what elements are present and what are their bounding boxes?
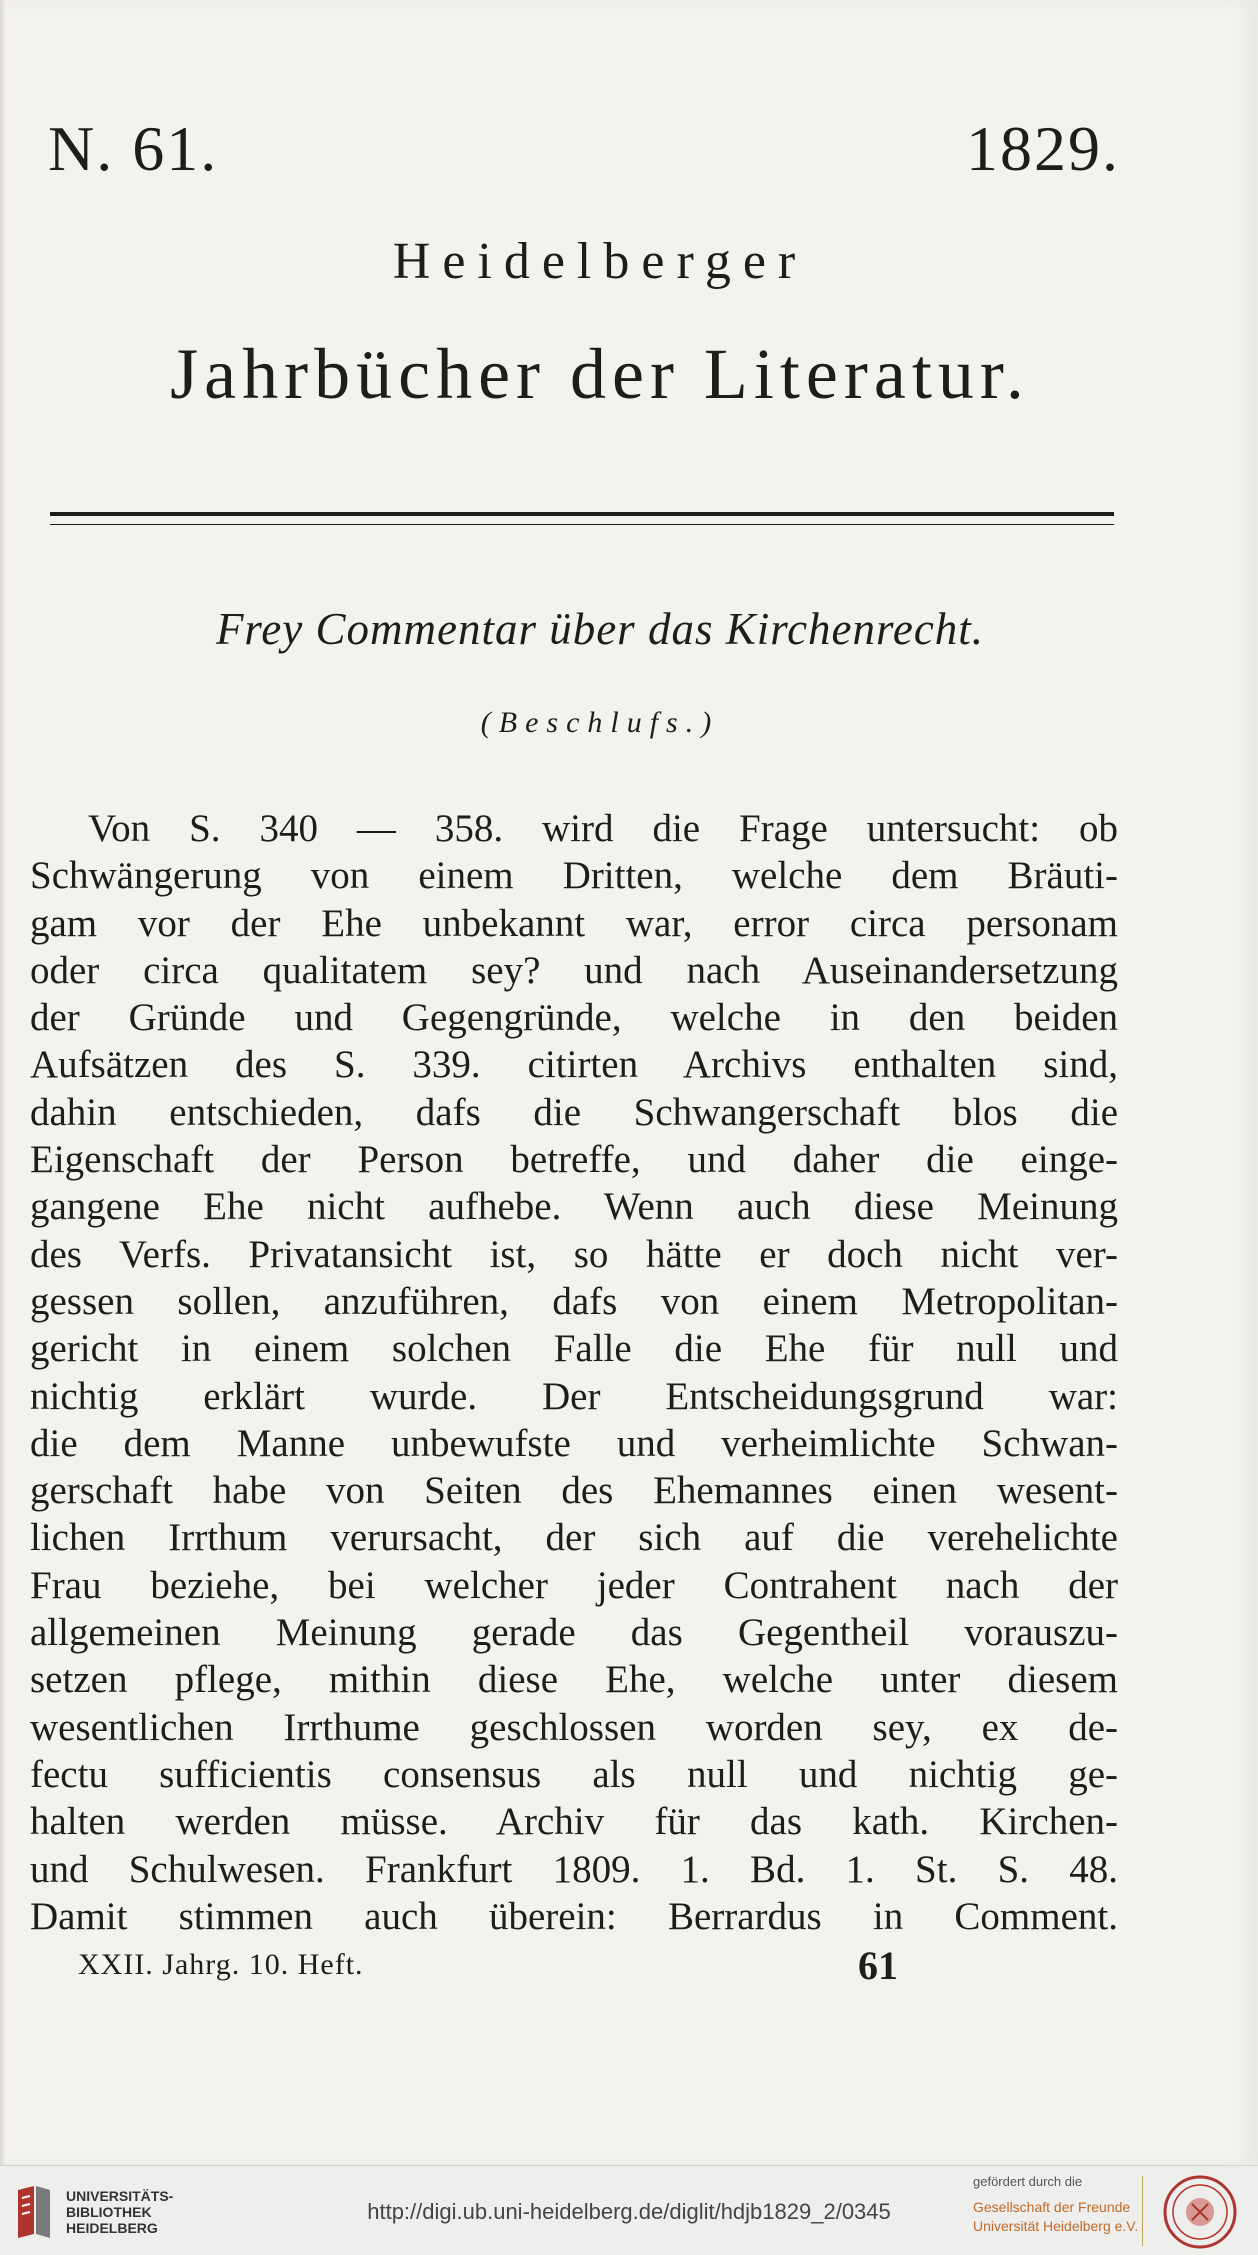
- sponsor-name[interactable]: [973, 2198, 1138, 2236]
- body-line: oder circa qualitatem sey? und nach Auseinandersetzung: [30, 948, 1118, 992]
- signature-mark: XXII. Jahrg. 10. Heft.: [78, 1948, 364, 1981]
- article-title: Frey Commentar über das Kirchenrecht.: [215, 604, 985, 654]
- sponsor-line: Gesellschaft der Freunde: [973, 2199, 1131, 2215]
- library-name-line: HEIDELBERG: [66, 2220, 158, 2236]
- permalink-url[interactable]: http://digi.ub.uni-heidelberg.de/diglit/hdjb1829_2/0345: [367, 2199, 891, 2224]
- body-line: nichtig erklärt wurde. Der Entscheidungsgrund war:: [30, 1374, 1118, 1418]
- body-line: wesentlichen Irrthume geschlossen worden sey, ex de-: [30, 1705, 1118, 1749]
- viewer-footer-bar: [0, 2165, 1258, 2255]
- body-line: Aufsätzen des S. 339. citirten Archivs enthalten sind,: [30, 1043, 1118, 1087]
- body-line: dahin entschieden, dafs die Schwangerschaft blos die: [30, 1090, 1118, 1134]
- issue-year: 1829.: [966, 113, 1120, 184]
- body-line: allgemeinen Meinung gerade das Gegentheil vorauszu-: [30, 1611, 1118, 1655]
- body-line: der Gründe und Gegengründe, welche in den beiden: [30, 996, 1118, 1040]
- sponsor-intro: gefördert durch die: [973, 2174, 1083, 2189]
- journal-subtitle: Heidelberger: [392, 233, 808, 290]
- header-rule-thick: [50, 512, 1114, 516]
- body-line: gessen sollen, anzuführen, dafs von einem Metropolitan-: [30, 1279, 1118, 1323]
- body-line: und Schulwesen. Frankfurt 1809. 1. Bd. 1. St. S. 48.: [30, 1847, 1118, 1891]
- header-rule-thin: [50, 524, 1114, 525]
- issue-number: N. 61.: [48, 113, 219, 184]
- page-fold-shadow: [0, 0, 6, 2165]
- library-name-line: UNIVERSITÄTS-: [66, 2188, 174, 2204]
- body-line: Damit stimmen auch überein: Berrardus in Comment.: [30, 1894, 1118, 1938]
- body-line: gerschaft habe von Seiten des Ehemannes einen wesent-: [30, 1469, 1118, 1513]
- sheet-number: 61: [858, 1943, 898, 1988]
- body-line: die dem Manne unbewufste und verheimlichte Schwan-: [30, 1421, 1118, 1465]
- body-line: Schwängerung von einem Dritten, welche dem Bräuti-: [30, 854, 1118, 898]
- body-line: Eigenschaft der Person betreffe, und daher die einge-: [30, 1138, 1118, 1182]
- continuation-note: (Beschlufs.): [480, 706, 720, 739]
- journal-title: Jahrbücher der Literatur.: [170, 334, 1030, 414]
- sponsor-divider: [1142, 2176, 1143, 2246]
- body-line: gericht in einem solchen Falle die Ehe für null und: [30, 1327, 1118, 1371]
- body-line: setzen pflege, mithin diese Ehe, welche unter diesem: [30, 1658, 1118, 1702]
- body-line: lichen Irrthum verursacht, der sich auf die verehelichte: [30, 1516, 1118, 1560]
- body-line: gam vor der Ehe unbekannt war, error circa personam: [30, 901, 1118, 945]
- body-line: Von S. 340 — 358. wird die Frage untersucht: ob: [88, 807, 1118, 850]
- body-line: des Verfs. Privatansicht ist, so hätte er doch nicht ver-: [30, 1232, 1118, 1276]
- body-line: Frau beziehe, bei welcher jeder Contrahent nach der: [30, 1563, 1118, 1607]
- university-seal-icon[interactable]: [1162, 2174, 1238, 2250]
- body-line: halten werden müsse. Archiv für das kath. Kirchen-: [30, 1800, 1118, 1844]
- body-line: gangene Ehe nicht aufhebe. Wenn auch diese Meinung: [30, 1185, 1118, 1229]
- body-line: fectu sufficientis consensus als null und nichtig ge-: [30, 1752, 1118, 1796]
- article-body: [30, 805, 1118, 1940]
- library-name-line: BIBLIOTHEK: [66, 2204, 152, 2220]
- sponsor-line: Universität Heidelberg e.V.: [973, 2218, 1139, 2234]
